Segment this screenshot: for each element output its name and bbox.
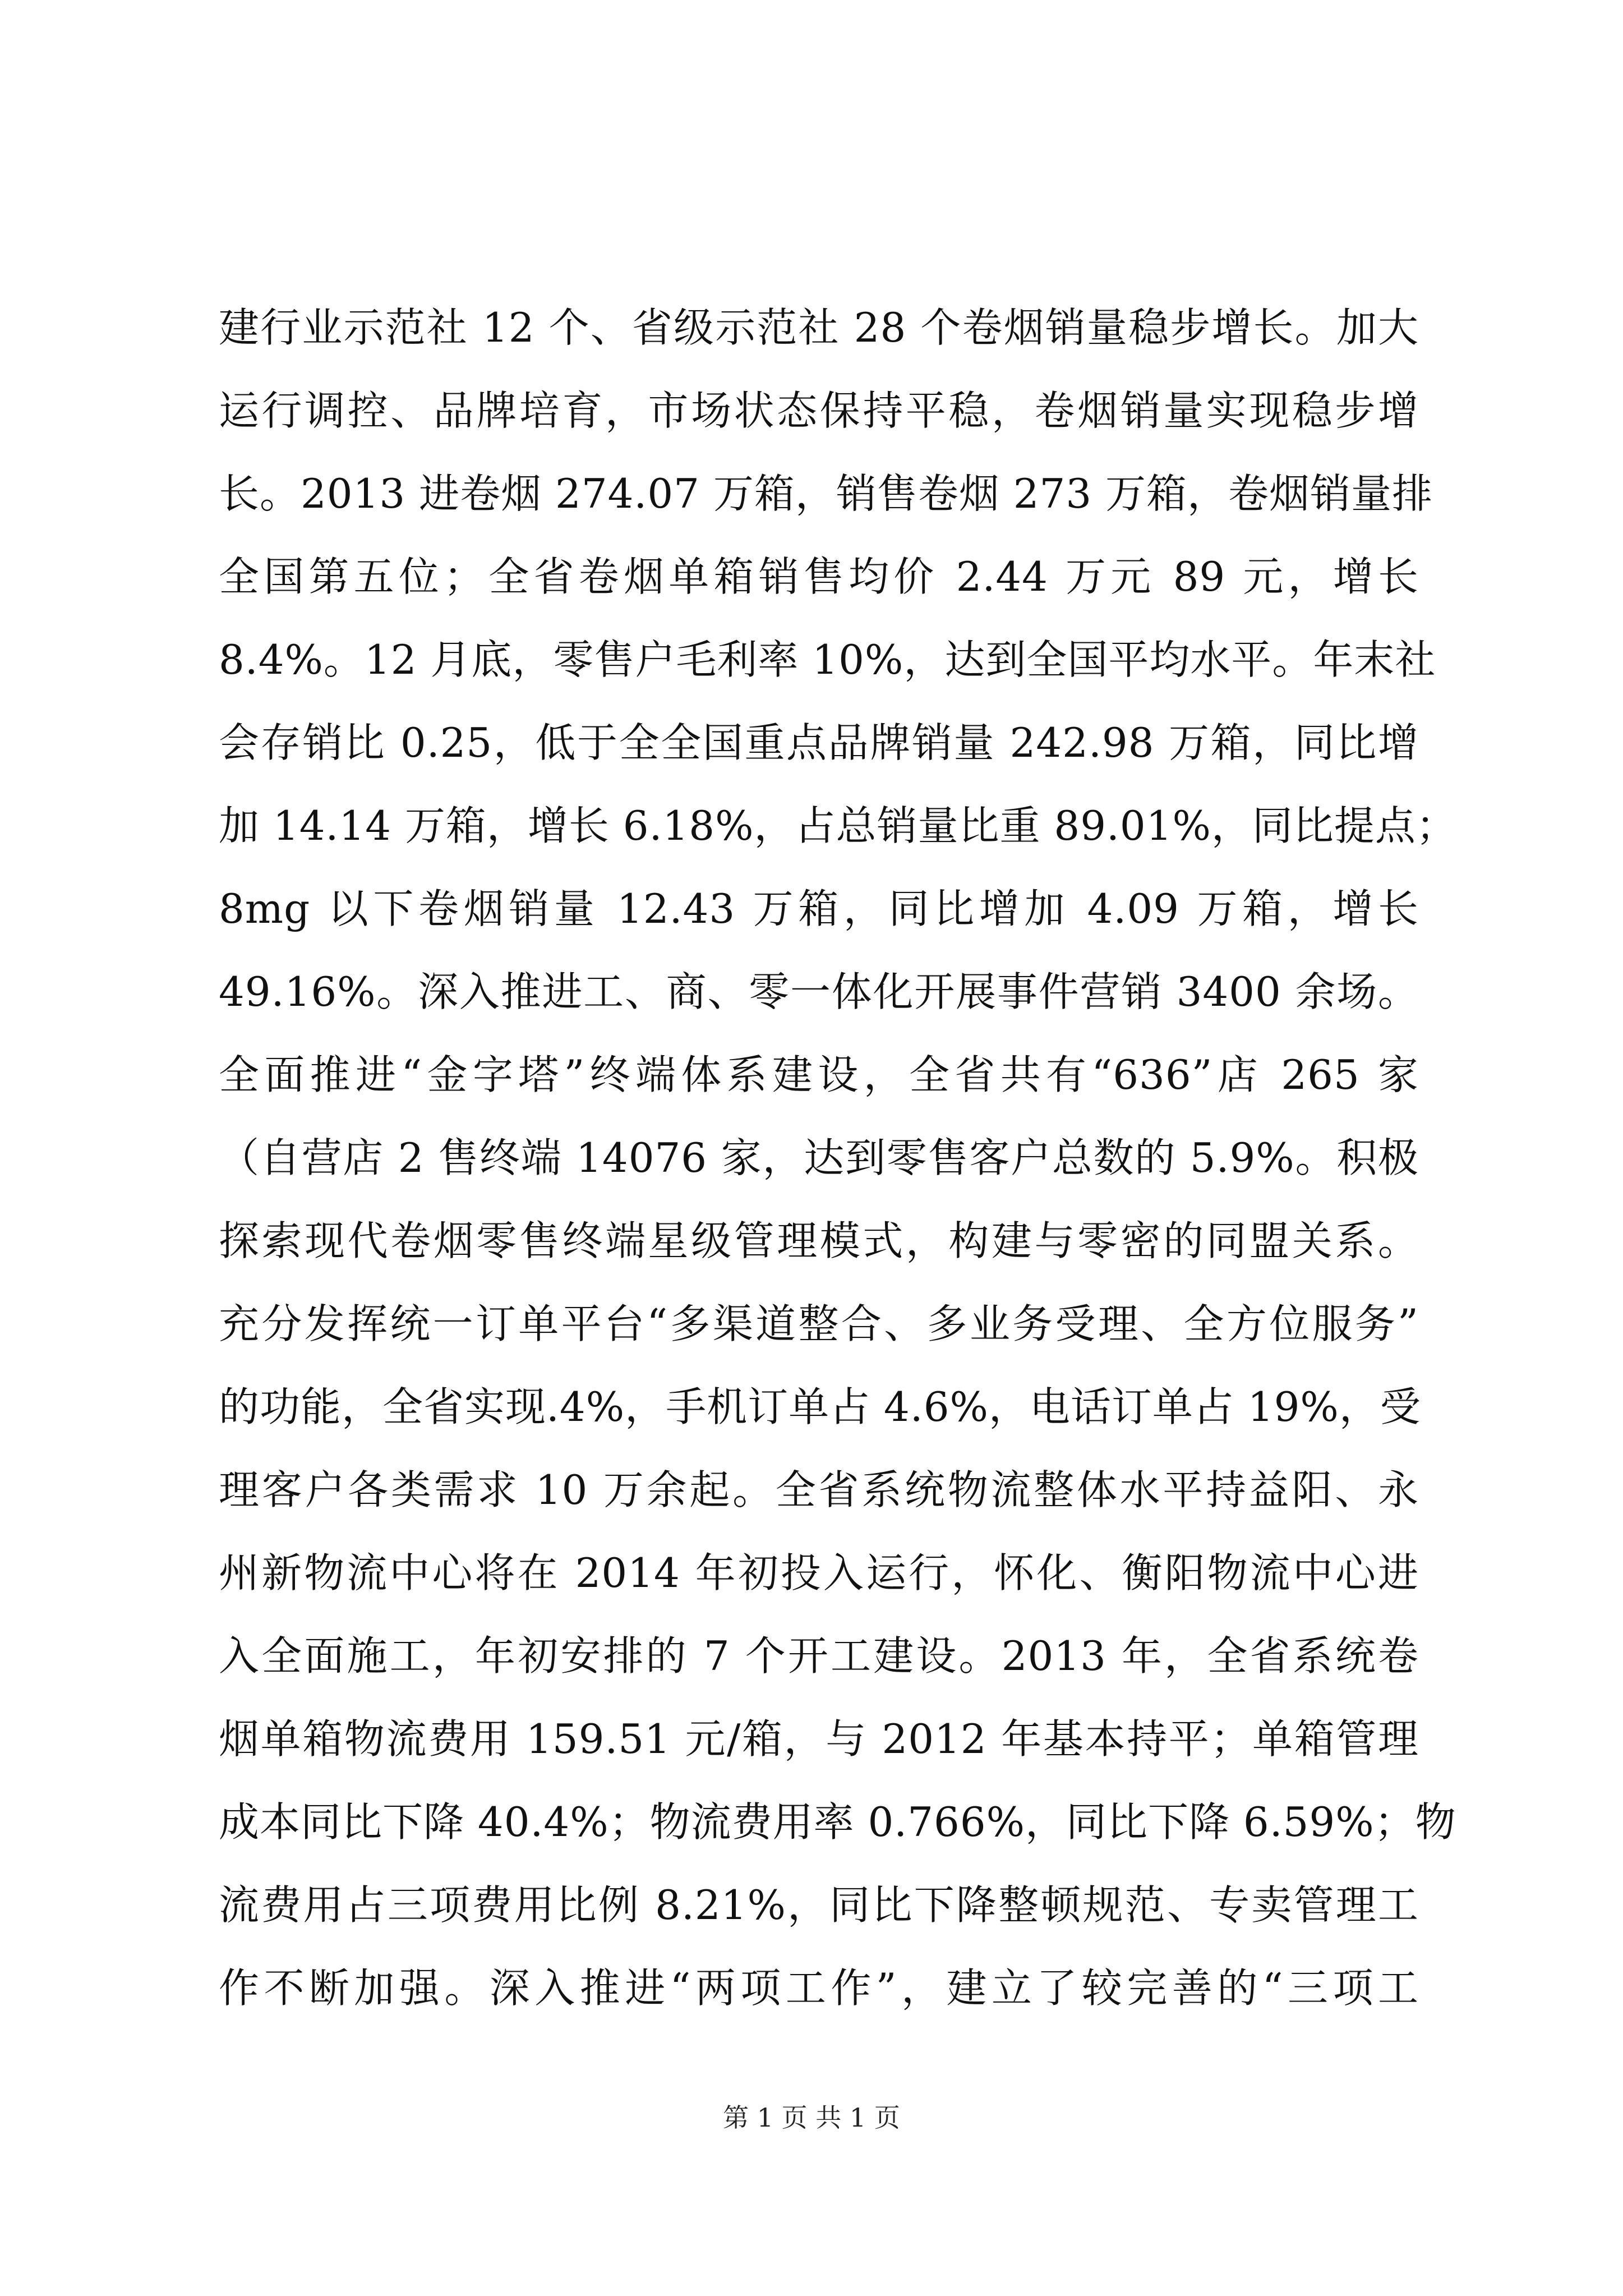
text-line: 会存销比 0.25，低于全全国重点品牌销量 242.98 万箱，同比增 <box>219 719 1419 766</box>
body-text <box>219 286 1457 2030</box>
text-line: 8mg 以下卷烟销量 12.43 万箱，同比增加 4.09 万箱，增长 <box>219 885 1419 932</box>
text-line: 流费用占三项费用比例 8.21%，同比下降整顿规范、专卖管理工 <box>219 1881 1419 1929</box>
text-line: 充分发挥统一订单平台“多渠道整合、多业务受理、全方位服务” <box>219 1300 1419 1347</box>
text-line: 全面推进“金字塔”终端体系建设，全省共有“636”店 265 家 <box>219 1051 1419 1098</box>
text-line: 入全面施工，年初安排的 7 个开工建设。2013 年，全省系统卷 <box>219 1632 1419 1680</box>
text-line: 运行调控、品牌培育，市场状态保持平稳，卷烟销量实现稳步增 <box>219 387 1419 434</box>
text-line: 建行业示范社 12 个、省级示范社 28 个卷烟销量稳步增长。加大 <box>219 304 1419 351</box>
text-line: （自营店 2 售终端 14076 家，达到零售客户总数的 5.9%。积极 <box>219 1134 1419 1181</box>
text-line: 的功能，全省实现.4%，手机订单占 4.6%，电话订单占 19%，受 <box>219 1383 1421 1430</box>
text-line: 成本同比下降 40.4%；物流费用率 0.766%，同比下降 6.59%；物 <box>219 1798 1456 1846</box>
text-line: 49.16%。深入推进工、商、零一体化开展事件营销 3400 余场。 <box>219 968 1419 1015</box>
page-footer <box>0 2101 1623 2134</box>
text-line: 全国第五位；全省卷烟单箱销售均价 2.44 万元 89 元，增长 <box>219 553 1419 600</box>
text-line: 州新物流中心将在 2014 年初投入运行，怀化、衡阳物流中心进 <box>219 1549 1419 1596</box>
text-line: 8.4%。12 月底，零售户毛利率 10%，达到全国平均水平。年末社 <box>219 636 1436 683</box>
text-line: 理客户各类需求 10 万余起。全省系统物流整体水平持益阳、永 <box>219 1466 1419 1513</box>
text-line: 加 14.14 万箱，增长 6.18%，占总销量比重 89.01%，同比提点； <box>219 802 1457 849</box>
text-line: 烟单箱物流费用 159.51 元/箱，与 2012 年基本持平；单箱管理 <box>219 1715 1419 1763</box>
text-line: 长。2013 进卷烟 274.07 万箱，销售卷烟 273 万箱，卷烟销量排 <box>219 470 1433 517</box>
text-line: 探索现代卷烟零售终端星级管理模式，构建与零密的同盟关系。 <box>219 1217 1419 1264</box>
page-number-label: 第 1 页 共 1 页 <box>723 2102 900 2133</box>
text-line: 作不断加强。深入推进“两项工作”，建立了较完善的“三项工 <box>219 1964 1419 2012</box>
